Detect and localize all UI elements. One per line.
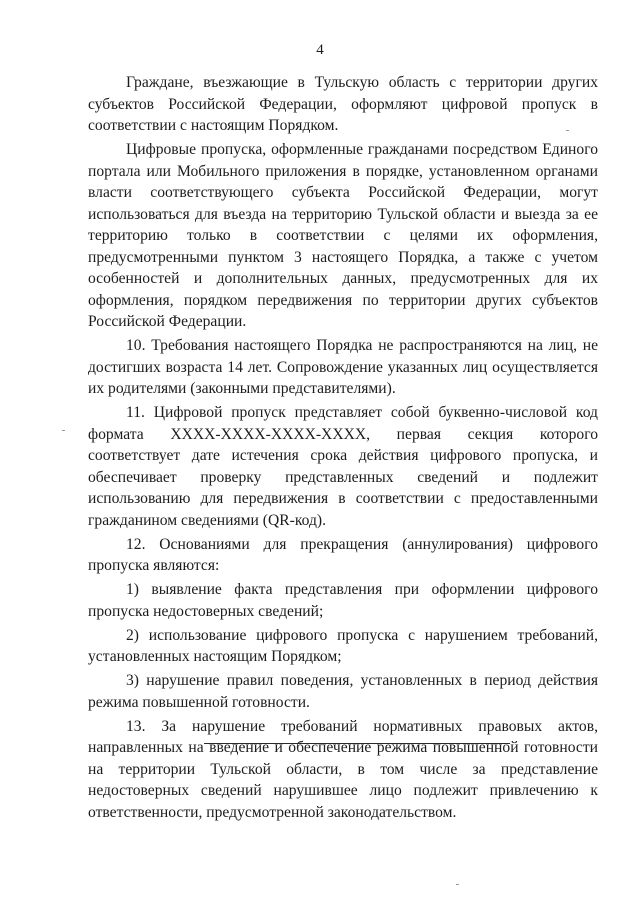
- paragraph-other-regions-passes: Цифровые пропуска, оформленные гражданами посредством Единого портала или Мобильного приложения в порядке, установленном органами власти соответствующего субъекта Российской Федерации, могут использоваться для въезда на территорию Тульской области и выезда за ее территорию только в соответствии с целями их оформления, предусмотренными пунктом 3 настоящего Порядка, а также с учетом особенностей и дополнительных данных, предусмотренных для их оформления, порядком передвижения по территории других субъектов Российской Федерации.: [88, 141, 598, 330]
- closing-separator-line: [204, 743, 510, 744]
- paragraph-item-12-sub-3: 3) нарушение правил поведения, установленных в период действия режима повышенной готовности.: [88, 672, 598, 711]
- paragraph-item-11: 11. Цифровой пропуск представляет собой буквенно-числовой код формата XXXX-XXXX-XXXX-XXXX, первая секция которого соответствует дате истечения срока действия цифрового пропуска, и обеспечивает проверку представленных сведений и подлежит использованию для передвижения в соответствии с предоставленными гражданином сведениями (QR-код).: [88, 404, 598, 529]
- paragraph-item-12-sub-1: 1) выявление факта представления при оформлении цифрового пропуска недостоверных сведений;: [88, 581, 598, 620]
- scan-speck: [566, 130, 569, 131]
- scan-speck: [456, 884, 459, 885]
- paragraph-item-13: 13. За нарушение требований нормативных правовых актов, направленных на введение и обеспечение режима повышенной готовности на территории Тульской области, в том числе за представление недостоверных сведений нарушившее лицо подлежит привлечению к ответственности, предусмотренной законодательством.: [88, 717, 598, 821]
- page-number: 4: [316, 42, 324, 58]
- scan-speck: [62, 430, 65, 431]
- document-body: [88, 72, 598, 823]
- paragraph-item-12-sub-2: 2) использование цифрового пропуска с нарушением требований, установленных настоящим Порядком;: [88, 626, 598, 665]
- paragraph-item-10: 10. Требования настоящего Порядка не распространяются на лиц, не достигших возраста 14 лет. Сопровождение указанных лиц осуществляется их родителями (законными представителями).: [88, 337, 598, 397]
- paragraph-entry-by-citizens: Граждане, въезжающие в Тульскую область с территории других субъектов Российской Федерации, оформляют цифровой пропуск в соответствии с настоящим Порядком.: [88, 74, 598, 134]
- paragraph-item-12: 12. Основаниями для прекращения (аннулирования) цифрового пропуска являются:: [88, 535, 598, 574]
